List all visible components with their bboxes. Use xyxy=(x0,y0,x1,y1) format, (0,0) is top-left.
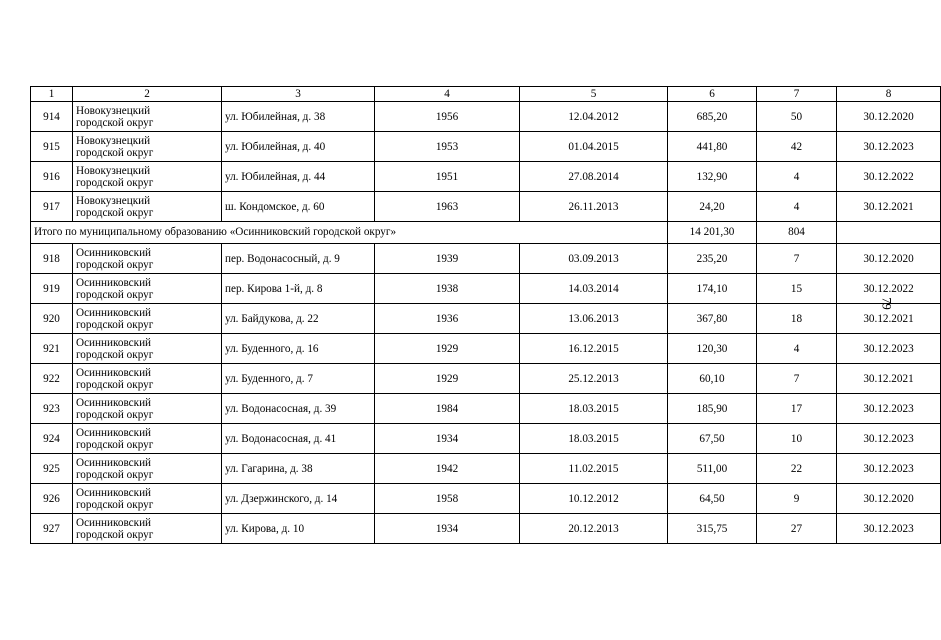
deadline-cell: 30.12.2020 xyxy=(837,244,941,274)
residents-cell: 15 xyxy=(757,274,837,304)
year-cell: 1958 xyxy=(375,484,520,514)
area-cell: 185,90 xyxy=(668,394,757,424)
deadline-cell: 30.12.2020 xyxy=(837,102,941,132)
address-cell: ул. Буденного, д. 7 xyxy=(222,364,375,394)
area-cell: 24,20 xyxy=(668,192,757,222)
address-cell: ул. Юбилейная, д. 44 xyxy=(222,162,375,192)
municipality-line-1: Осинниковский xyxy=(76,246,152,259)
year-cell: 1939 xyxy=(375,244,520,274)
municipality-line-1: Осинниковский xyxy=(76,306,152,319)
deadline-cell: 30.12.2022 xyxy=(837,162,941,192)
address-cell: ул. Дзержинского, д. 14 xyxy=(222,484,375,514)
municipality-line-2: городской округ xyxy=(76,258,154,271)
deadline-cell: 30.12.2023 xyxy=(837,132,941,162)
column-header: 2 xyxy=(73,87,222,102)
row-number: 918 xyxy=(31,244,73,274)
municipality-cell xyxy=(73,484,222,514)
page-number: 79 xyxy=(879,297,894,310)
address-cell: ул. Юбилейная, д. 40 xyxy=(222,132,375,162)
residents-cell: 4 xyxy=(757,192,837,222)
table-row xyxy=(31,454,941,484)
residents-cell: 7 xyxy=(757,244,837,274)
residents-cell: 9 xyxy=(757,484,837,514)
row-number: 923 xyxy=(31,394,73,424)
municipality-line-1: Новокузнецкий xyxy=(76,134,151,147)
deadline-cell: 30.12.2021 xyxy=(837,192,941,222)
date-cell: 03.09.2013 xyxy=(520,244,668,274)
address-cell: ул. Байдукова, д. 22 xyxy=(222,304,375,334)
residents-cell: 27 xyxy=(757,514,837,544)
area-cell: 235,20 xyxy=(668,244,757,274)
table-row xyxy=(31,484,941,514)
date-cell: 10.12.2012 xyxy=(520,484,668,514)
table-row xyxy=(31,274,941,304)
date-cell: 14.03.2014 xyxy=(520,274,668,304)
year-cell: 1951 xyxy=(375,162,520,192)
area-cell: 441,80 xyxy=(668,132,757,162)
column-header: 8 xyxy=(837,87,941,102)
year-cell: 1938 xyxy=(375,274,520,304)
municipality-line-2: городской округ xyxy=(76,498,154,511)
residents-cell: 10 xyxy=(757,424,837,454)
municipality-line-1: Осинниковский xyxy=(76,426,152,439)
row-number: 920 xyxy=(31,304,73,334)
total-residents: 804 xyxy=(757,222,837,244)
table-row xyxy=(31,132,941,162)
address-cell: ул. Водонасосная, д. 39 xyxy=(222,394,375,424)
row-number: 926 xyxy=(31,484,73,514)
municipality-line-2: городской округ xyxy=(76,206,154,219)
municipality-line-1: Осинниковский xyxy=(76,366,152,379)
year-cell: 1963 xyxy=(375,192,520,222)
table-row xyxy=(31,394,941,424)
deadline-cell: 30.12.2021 xyxy=(837,364,941,394)
deadline-cell: 30.12.2023 xyxy=(837,394,941,424)
address-cell: пер. Водонасосный, д. 9 xyxy=(222,244,375,274)
municipality-line-2: городской округ xyxy=(76,468,154,481)
area-cell: 367,80 xyxy=(668,304,757,334)
municipality-line-1: Осинниковский xyxy=(76,276,152,289)
municipality-line-1: Осинниковский xyxy=(76,516,152,529)
date-cell: 16.12.2015 xyxy=(520,334,668,364)
table-row xyxy=(31,192,941,222)
deadline-cell: 30.12.2020 xyxy=(837,484,941,514)
date-cell: 12.04.2012 xyxy=(520,102,668,132)
row-number: 924 xyxy=(31,424,73,454)
municipality-line-2: городской округ xyxy=(76,176,154,189)
deadline-cell: 30.12.2023 xyxy=(837,514,941,544)
address-cell: пер. Кирова 1-й, д. 8 xyxy=(222,274,375,304)
area-cell: 120,30 xyxy=(668,334,757,364)
address-cell: ул. Буденного, д. 16 xyxy=(222,334,375,364)
residents-cell: 42 xyxy=(757,132,837,162)
municipality-cell xyxy=(73,244,222,274)
date-cell: 01.04.2015 xyxy=(520,132,668,162)
year-cell: 1956 xyxy=(375,102,520,132)
address-cell: ул. Юбилейная, д. 38 xyxy=(222,102,375,132)
row-number: 917 xyxy=(31,192,73,222)
area-cell: 64,50 xyxy=(668,484,757,514)
municipality-line-1: Осинниковский xyxy=(76,336,152,349)
municipality-cell xyxy=(73,102,222,132)
date-cell: 25.12.2013 xyxy=(520,364,668,394)
date-cell: 27.08.2014 xyxy=(520,162,668,192)
date-cell: 20.12.2013 xyxy=(520,514,668,544)
municipality-line-2: городской округ xyxy=(76,146,154,159)
total-empty-cell xyxy=(837,222,941,244)
row-number: 914 xyxy=(31,102,73,132)
column-header: 4 xyxy=(375,87,520,102)
municipality-cell xyxy=(73,162,222,192)
row-number: 916 xyxy=(31,162,73,192)
municipality-cell xyxy=(73,274,222,304)
date-cell: 26.11.2013 xyxy=(520,192,668,222)
address-cell: ул. Кирова, д. 10 xyxy=(222,514,375,544)
area-cell: 67,50 xyxy=(668,424,757,454)
municipality-line-2: городской округ xyxy=(76,318,154,331)
municipality-cell xyxy=(73,454,222,484)
municipality-cell xyxy=(73,394,222,424)
residents-cell: 7 xyxy=(757,364,837,394)
table-row xyxy=(31,514,941,544)
municipality-cell xyxy=(73,192,222,222)
area-cell: 174,10 xyxy=(668,274,757,304)
deadline-cell: 30.12.2023 xyxy=(837,454,941,484)
table-row xyxy=(31,162,941,192)
total-row xyxy=(31,222,941,244)
municipality-cell xyxy=(73,132,222,162)
total-label: Итого по муниципальному образованию «Осинниковский городской округ» xyxy=(31,222,668,244)
table-row xyxy=(31,334,941,364)
row-number: 925 xyxy=(31,454,73,484)
year-cell: 1936 xyxy=(375,304,520,334)
housing-register-table xyxy=(30,86,941,544)
column-header: 3 xyxy=(222,87,375,102)
municipality-cell xyxy=(73,304,222,334)
municipality-line-2: городской округ xyxy=(76,408,154,421)
area-cell: 60,10 xyxy=(668,364,757,394)
year-cell: 1942 xyxy=(375,454,520,484)
residents-cell: 22 xyxy=(757,454,837,484)
deadline-cell: 30.12.2022 xyxy=(837,274,941,304)
municipality-line-2: городской округ xyxy=(76,528,154,541)
row-number: 927 xyxy=(31,514,73,544)
deadline-cell: 30.12.2021 xyxy=(837,304,941,334)
residents-cell: 4 xyxy=(757,162,837,192)
year-cell: 1984 xyxy=(375,394,520,424)
municipality-line-2: городской округ xyxy=(76,116,154,129)
deadline-cell: 30.12.2023 xyxy=(837,334,941,364)
address-cell: ул. Гагарина, д. 38 xyxy=(222,454,375,484)
municipality-line-1: Новокузнецкий xyxy=(76,164,151,177)
municipality-line-1: Осинниковский xyxy=(76,486,152,499)
date-cell: 11.02.2015 xyxy=(520,454,668,484)
year-cell: 1934 xyxy=(375,514,520,544)
year-cell: 1934 xyxy=(375,424,520,454)
residents-cell: 4 xyxy=(757,334,837,364)
row-number: 921 xyxy=(31,334,73,364)
column-header: 6 xyxy=(668,87,757,102)
municipality-line-2: городской округ xyxy=(76,378,154,391)
table-row xyxy=(31,304,941,334)
address-cell: ул. Водонасосная, д. 41 xyxy=(222,424,375,454)
row-number: 922 xyxy=(31,364,73,394)
municipality-line-2: городской округ xyxy=(76,438,154,451)
total-area: 14 201,30 xyxy=(668,222,757,244)
municipality-line-1: Новокузнецкий xyxy=(76,104,151,117)
year-cell: 1929 xyxy=(375,364,520,394)
municipality-line-1: Осинниковский xyxy=(76,456,152,469)
municipality-line-1: Осинниковский xyxy=(76,396,152,409)
residents-cell: 17 xyxy=(757,394,837,424)
table-row xyxy=(31,244,941,274)
residents-cell: 18 xyxy=(757,304,837,334)
column-header: 1 xyxy=(31,87,73,102)
deadline-cell: 30.12.2023 xyxy=(837,424,941,454)
table-body xyxy=(31,87,941,544)
address-cell: ш. Кондомское, д. 60 xyxy=(222,192,375,222)
municipality-line-2: городской округ xyxy=(76,348,154,361)
municipality-cell xyxy=(73,334,222,364)
table-row xyxy=(31,364,941,394)
year-cell: 1953 xyxy=(375,132,520,162)
table-row xyxy=(31,102,941,132)
municipality-line-2: городской округ xyxy=(76,288,154,301)
column-header: 5 xyxy=(520,87,668,102)
table-row xyxy=(31,424,941,454)
date-cell: 13.06.2013 xyxy=(520,304,668,334)
date-cell: 18.03.2015 xyxy=(520,424,668,454)
municipality-cell xyxy=(73,364,222,394)
municipality-cell xyxy=(73,514,222,544)
row-number: 919 xyxy=(31,274,73,304)
area-cell: 685,20 xyxy=(668,102,757,132)
area-cell: 511,00 xyxy=(668,454,757,484)
municipality-line-1: Новокузнецкий xyxy=(76,194,151,207)
row-number: 915 xyxy=(31,132,73,162)
area-cell: 315,75 xyxy=(668,514,757,544)
column-header: 7 xyxy=(757,87,837,102)
year-cell: 1929 xyxy=(375,334,520,364)
column-number-row xyxy=(31,87,941,102)
area-cell: 132,90 xyxy=(668,162,757,192)
residents-cell: 50 xyxy=(757,102,837,132)
date-cell: 18.03.2015 xyxy=(520,394,668,424)
municipality-cell xyxy=(73,424,222,454)
